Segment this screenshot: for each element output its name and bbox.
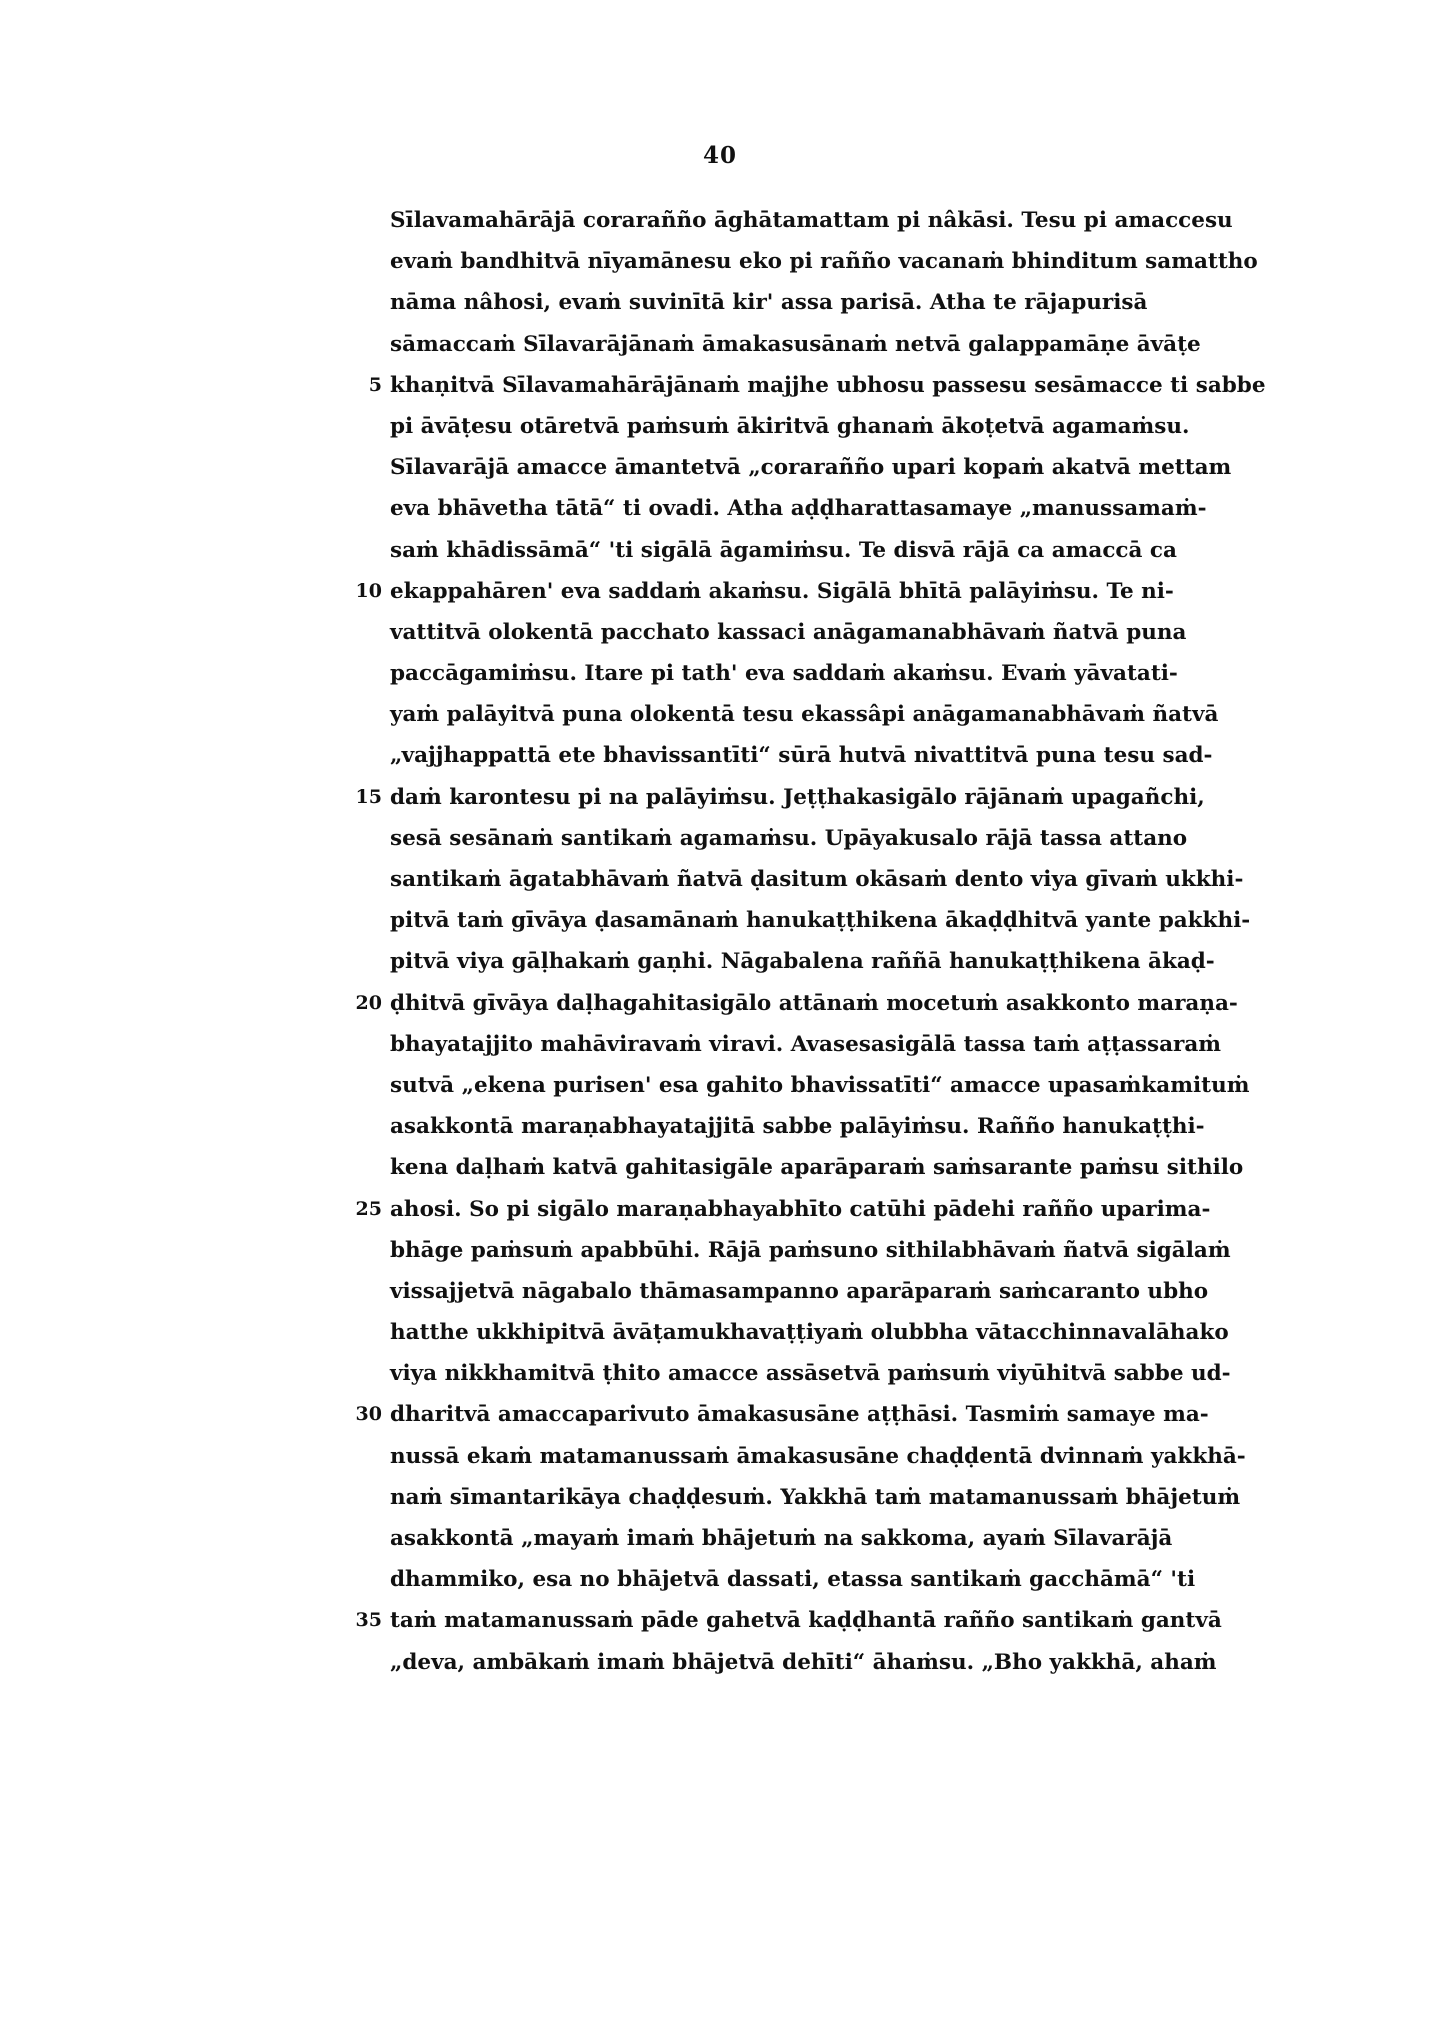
- text-line: [390, 941, 1270, 982]
- line-text: Sīlavarājā amacce āmantetvā „corarañño upari kopaṁ akatvā mettam: [390, 455, 1232, 481]
- text-line: [390, 694, 1270, 735]
- line-number: 35: [355, 1609, 382, 1632]
- text-line: [390, 530, 1270, 571]
- line-text: khaṇitvā Sīlavamahārājānaṁ majjhe ubhosu passesu sesāmacce ti sabbe: [390, 372, 1266, 398]
- line-text: sāmaccaṁ Sīlavarājānaṁ āmakasusānaṁ netvā galappamāṇe āvāṭe: [390, 331, 1201, 357]
- text-line: [390, 1024, 1270, 1065]
- line-text: dhammiko, esa no bhājetvā dassati, etassa santikaṁ gacchāmā“ 'ti: [390, 1567, 1196, 1593]
- line-text: nāma nâhosi, evaṁ suvinītā kir' assa parisā. Atha te rājapurisā: [390, 290, 1148, 316]
- line-text: pi āvāṭesu otāretvā paṁsuṁ ākiritvā ghanaṁ ākoṭetvā agamaṁsu.: [390, 413, 1190, 439]
- line-text: daṁ karontesu pi na palāyiṁsu. Jeṭṭhakasigālo rājānaṁ upagañchi,: [390, 784, 1205, 810]
- line-text: yaṁ palāyitvā puna olokentā tesu ekassâpi anāgamanabhāvaṁ ñatvā: [390, 702, 1219, 728]
- text-line: [390, 1230, 1270, 1271]
- text-line: [390, 1477, 1270, 1518]
- line-text: santikaṁ āgatabhāvaṁ ñatvā ḍasitum okāsaṁ dento viya gīvaṁ ukkhi-: [390, 867, 1244, 892]
- line-text: naṁ sīmantarikāya chaḍḍesuṁ. Yakkhā taṁ matamanussaṁ bhājetuṁ: [390, 1484, 1241, 1510]
- text-line: [390, 1106, 1270, 1147]
- line-text: nussā ekaṁ matamanussaṁ āmakasusāne chaḍḍentā dvinnaṁ yakkhā-: [390, 1443, 1246, 1469]
- line-text: taṁ matamanussaṁ pāde gahetvā kaḍḍhantā rañño santikaṁ gantvā: [390, 1608, 1222, 1634]
- line-number: 5: [368, 373, 382, 396]
- line-text: dharitvā amaccaparivuto āmakasusāne aṭṭhāsi. Tasmiṁ samaye ma-: [390, 1402, 1209, 1428]
- line-text: asakkontā maraṇabhayatajjitā sabbe palāyiṁsu. Rañño hanukaṭṭhi-: [390, 1114, 1205, 1140]
- body-text: [355, 200, 1270, 1683]
- text-line: [390, 900, 1270, 941]
- text-line: [390, 1353, 1270, 1394]
- text-line: [390, 447, 1270, 488]
- text-line: [368, 365, 1270, 406]
- text-line: [355, 1600, 1270, 1641]
- line-text: paccāgamiṁsu. Itare pi tath' eva saddaṁ akaṁsu. Evaṁ yāvatati-: [390, 661, 1178, 687]
- text-line: [390, 653, 1270, 694]
- text-line: [390, 282, 1270, 323]
- line-number: 15: [355, 785, 382, 808]
- line-text: kena daḷhaṁ katvā gahitasigāle aparāparaṁ saṁsarante paṁsu sithilo: [390, 1155, 1244, 1181]
- line-text: sutvā „ekena purisen' esa gahito bhavissatīti“ amacce upasaṁkamituṁ: [390, 1072, 1250, 1098]
- text-line: [390, 324, 1270, 365]
- text-line: [355, 571, 1270, 612]
- line-text: saṁ khādissāmā“ 'ti sigālā āgamiṁsu. Te disvā rājā ca amaccā ca: [390, 537, 1177, 563]
- text-line: [390, 1065, 1270, 1106]
- line-text: hatthe ukkhipitvā āvāṭamukhavaṭṭiyaṁ olubbha vātacchinnavalāhako: [390, 1320, 1229, 1346]
- line-text: vattitvā olokentā pacchato kassaci anāgamanabhāvaṁ ñatvā puna: [390, 619, 1187, 645]
- line-text: bhāge paṁsuṁ apabbūhi. Rājā paṁsuno sithilabhāvaṁ ñatvā sigālaṁ: [390, 1237, 1231, 1263]
- line-text: vissajjetvā nāgabalo thāmasampanno aparāparaṁ saṁcaranto ubho: [390, 1278, 1209, 1304]
- line-text: pitvā taṁ gīvāya ḍasamānaṁ hanukaṭṭhikena ākaḍḍhitvā yante pakkhi-: [390, 908, 1251, 934]
- text-line: [390, 818, 1270, 859]
- line-text: evaṁ bandhitvā nīyamānesu eko pi rañño vacanaṁ bhinditum samattho: [390, 249, 1258, 275]
- text-line: [390, 241, 1270, 282]
- text-line: [390, 1642, 1270, 1683]
- line-text: „vajjhappattā ete bhavissantīti“ sūrā hutvā nivattitvā puna tesu sad-: [390, 743, 1213, 769]
- text-line: [390, 612, 1270, 653]
- text-line: [390, 200, 1270, 241]
- text-line: [355, 983, 1270, 1024]
- line-number: 20: [355, 991, 382, 1014]
- line-text: viya nikkhamitvā ṭhito amacce assāsetvā paṁsuṁ viyūhitvā sabbe ud-: [390, 1361, 1231, 1387]
- text-line: [390, 1147, 1270, 1188]
- text-line: [355, 1189, 1270, 1230]
- line-text: eva bhāvetha tātā“ ti ovadi. Atha aḍḍharattasamaye „manussamaṁ-: [390, 496, 1207, 522]
- text-line: [390, 1312, 1270, 1353]
- text-line: [390, 488, 1270, 529]
- line-text: sesā sesānaṁ santikaṁ agamaṁsu. Upāyakusalo rājā tassa attano: [390, 825, 1188, 851]
- line-text: ahosi. So pi sigālo maraṇabhayabhīto catūhi pādehi rañño uparima-: [390, 1196, 1211, 1222]
- line-text: bhayatajjito mahāviravaṁ viravi. Avasesasigālā tassa taṁ aṭṭassaraṁ: [390, 1031, 1222, 1057]
- line-number: 10: [355, 579, 382, 602]
- page-number: 40: [702, 142, 737, 169]
- text-line: [390, 1559, 1270, 1600]
- text-line: [390, 735, 1270, 776]
- line-text: Sīlavamahārājā corarañño āghātamattam pi nâkāsi. Tesu pi amaccesu: [390, 208, 1233, 233]
- text-line: [390, 1518, 1270, 1559]
- line-text: ḍhitvā gīvāya daḷhagahitasigālo attānaṁ mocetuṁ asakkonto maraṇa-: [390, 990, 1238, 1016]
- line-number: 30: [355, 1403, 382, 1426]
- line-text: ekappahāren' eva saddaṁ akaṁsu. Sigālā bhītā palāyiṁsu. Te ni-: [390, 578, 1174, 604]
- text-line: [390, 406, 1270, 447]
- text-line: [355, 777, 1270, 818]
- text-line: [390, 1436, 1270, 1477]
- text-line: [390, 859, 1270, 900]
- line-text: asakkontā „mayaṁ imaṁ bhājetuṁ na sakkoma, ayaṁ Sīlavarājā: [390, 1526, 1173, 1551]
- line-number: 25: [355, 1197, 382, 1220]
- text-line: [355, 1394, 1270, 1435]
- line-text: pitvā viya gāḷhakaṁ gaṇhi. Nāgabalena raññā hanukaṭṭhikena ākaḍ-: [390, 949, 1215, 975]
- line-text: „deva, ambākaṁ imaṁ bhājetvā dehīti“ āhaṁsu. „Bho yakkhā, ahaṁ: [390, 1649, 1217, 1675]
- text-line: [390, 1271, 1270, 1312]
